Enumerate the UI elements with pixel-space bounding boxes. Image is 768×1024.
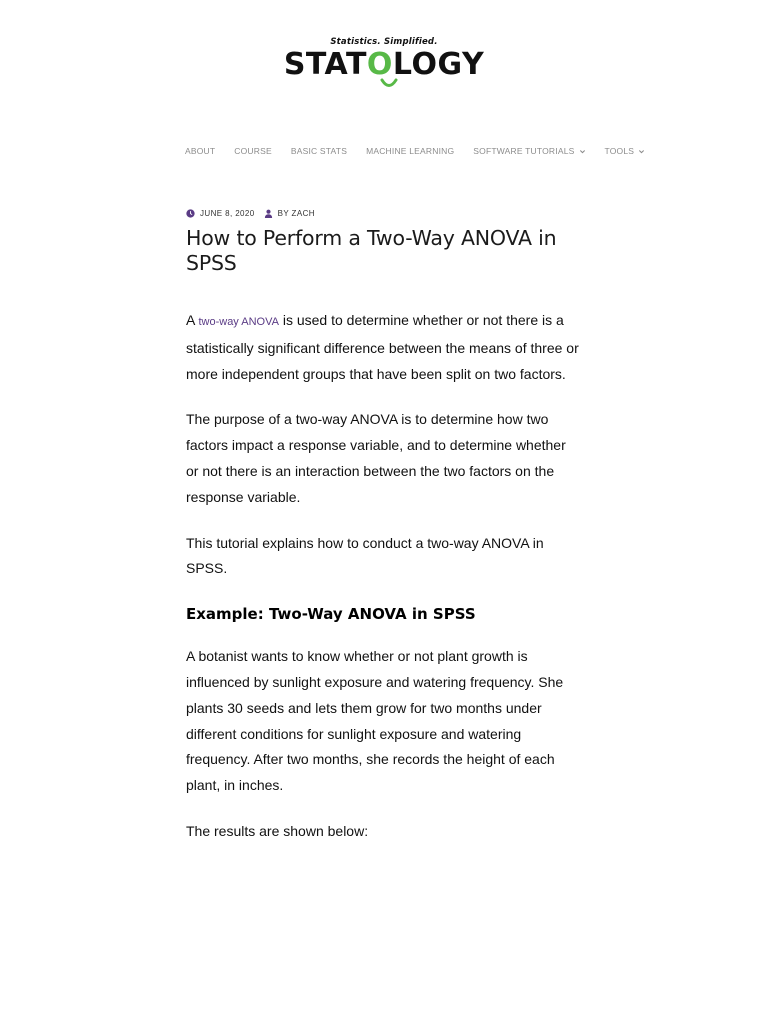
paragraph-results: The results are shown below:	[186, 822, 369, 839]
paragraph-tutorial: This tutorial explains how to conduct a two-way ANOVA in SPSS.	[186, 534, 544, 577]
chevron-down-icon	[638, 148, 645, 155]
wordmark-accent-1: O	[366, 47, 393, 82]
page-title: How to Perform a Two-Way ANOVA in SPSS	[186, 226, 557, 275]
user-icon	[264, 209, 273, 218]
post-content	[186, 308, 582, 845]
post-date[interactable]: JUNE 8, 2020	[200, 209, 255, 218]
nav-item-about[interactable]	[185, 146, 215, 156]
wordmark-part-2: L	[392, 47, 412, 82]
site-tagline: Statistics. Simplified.	[330, 37, 438, 47]
site-logo[interactable]	[0, 36, 768, 82]
nav-item-course[interactable]	[234, 146, 272, 156]
nav-item-basic-stats[interactable]	[291, 146, 347, 156]
nav-item-machine-learning[interactable]	[366, 146, 454, 156]
wordmark-accent-2: O	[411, 47, 438, 82]
post-meta	[186, 209, 315, 218]
main-nav	[185, 146, 645, 156]
nav-item-label: SOFTWARE TUTORIALS	[473, 146, 575, 156]
nav-item-label: BASIC STATS	[290, 146, 348, 156]
paragraph-intro	[186, 308, 582, 387]
nav-item-software-tutorials[interactable]	[473, 146, 585, 156]
nav-item-label: TOOLS	[604, 146, 635, 156]
nav-item-label: ABOUT	[185, 146, 216, 156]
chevron-down-icon	[579, 148, 586, 155]
two-way-anova-link[interactable]: two-way ANOVA	[198, 316, 279, 328]
section-heading: Example: Two-Way ANOVA in SPSS	[186, 605, 476, 624]
nav-item-tools[interactable]	[605, 146, 646, 156]
site-wordmark[interactable]	[284, 48, 484, 82]
paragraph-intro-suffix: is used to determine whether or not there is a statistically significant difference between the means of three or more independent groups that have been split on two factors.	[186, 312, 579, 382]
wordmark-part-1: STAT	[283, 47, 367, 82]
clock-icon	[186, 209, 195, 218]
smile-icon	[380, 78, 398, 90]
wordmark-part-3: GY	[437, 47, 485, 82]
nav-item-label: COURSE	[234, 146, 272, 156]
nav-item-label: MACHINE LEARNING	[366, 146, 455, 156]
paragraph-purpose: The purpose of a two-way ANOVA is to determine how two factors impact a response variable, and to determine whether or not there is an interaction between the two factors on the response variable.	[186, 411, 566, 505]
paragraph-intro-prefix: A	[186, 312, 199, 328]
paragraph-example: A botanist wants to know whether or not plant growth is influenced by sunlight exposure and watering frequency. She plants 30 seeds and lets them grow for two months under different conditions for sunlight exposure and watering frequency. After two months, she records the height of each plant, in inches.	[186, 648, 564, 794]
post-author[interactable]: BY ZACH	[277, 209, 315, 218]
